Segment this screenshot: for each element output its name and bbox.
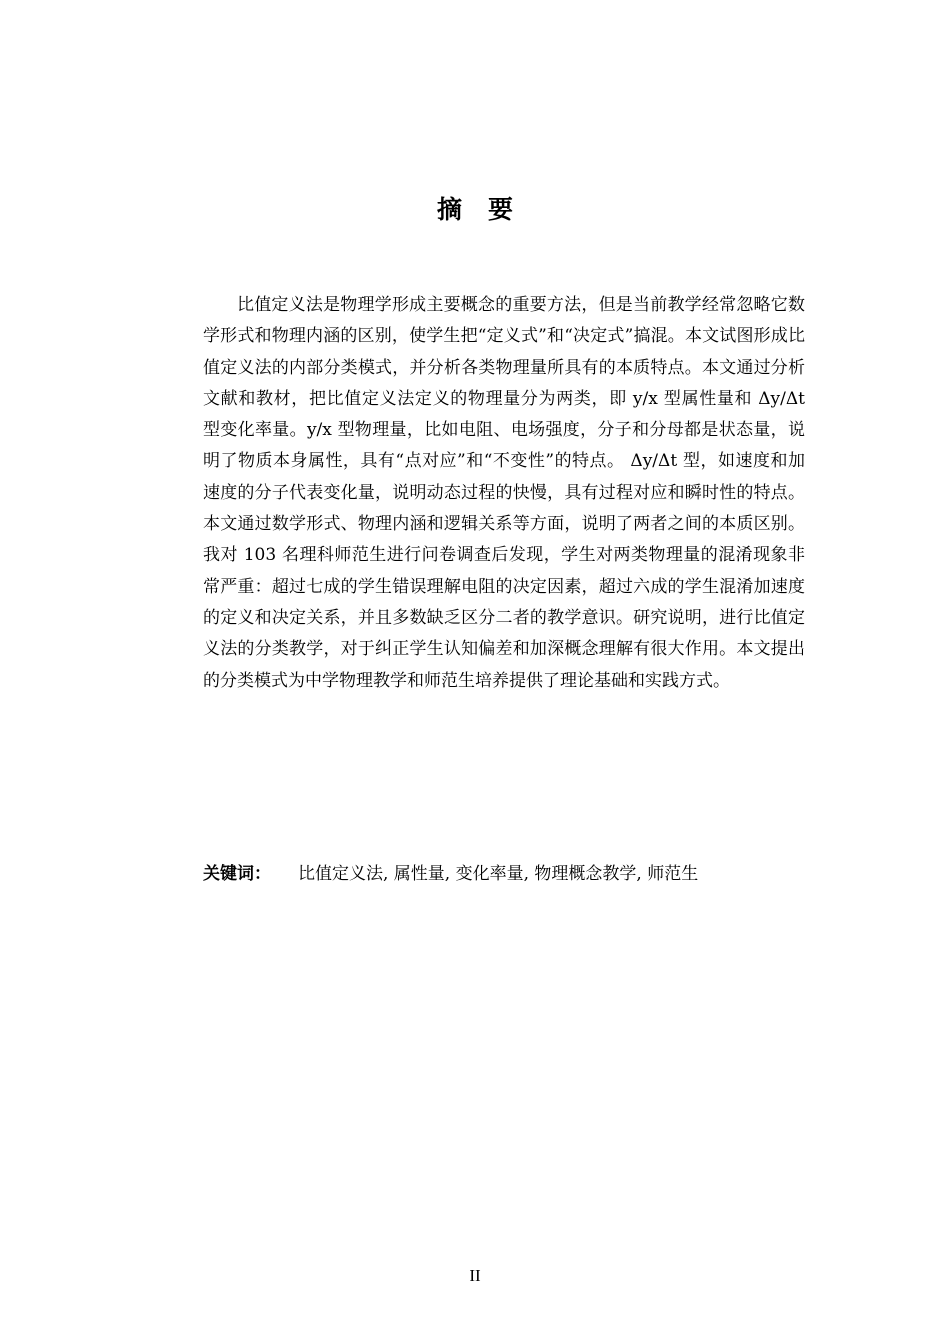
abstract-title: 摘要 — [436, 195, 539, 224]
keywords-line — [203, 862, 805, 886]
abstract-body: 比值定义法是物理学形成主要概念的重要方法，但是当前教学经常忽略它数学形式和物理内涵的区别，使学生把“定义式”和“决定式”搞混。本文试图形成比值定义法的内部分类模式，并分析各类物理量所具有的本质特点。本文通过分析文献和教材，把比值定义法定义的物理量分为两类，即 y/x 型属性量和 Δy/Δt 型变化率量。y/x 型物理量，比如电阻、电场强度，分子和分母都是状态量，说明了物质本身属性，具有“点对应”和“不变性”的特点。 Δy/Δt 型，如速度和加速度的分子代表变化量，说明动态过程的快慢，具有过程对应和瞬时性的特点。本文通过数学形式、物理内涵和逻辑关系等方面，说明了两者之间的本质区别。我对 103 名理科师范生进行问卷调查后发现，学生对两类物理量的混淆现象非常严重：超过七成的学生错误理解电阻的决定因素，超过六成的学生混淆加速度的定义和决定关系，并且多数缺乏区分二者的教学意识。研究说明，进行比值定义法的分类教学，对于纠正学生认知偏差和加深概念理解有很大作用。本文提出的分类模式为中学物理教学和师范生培养提供了理论基础和实践方式。 — [203, 295, 805, 691]
page-number: II — [469, 1266, 481, 1285]
keywords-label: 关键词： — [203, 864, 271, 884]
keywords-list: 比值定义法, 属性量, 变化率量, 物理概念教学, 师范生 — [298, 864, 699, 884]
